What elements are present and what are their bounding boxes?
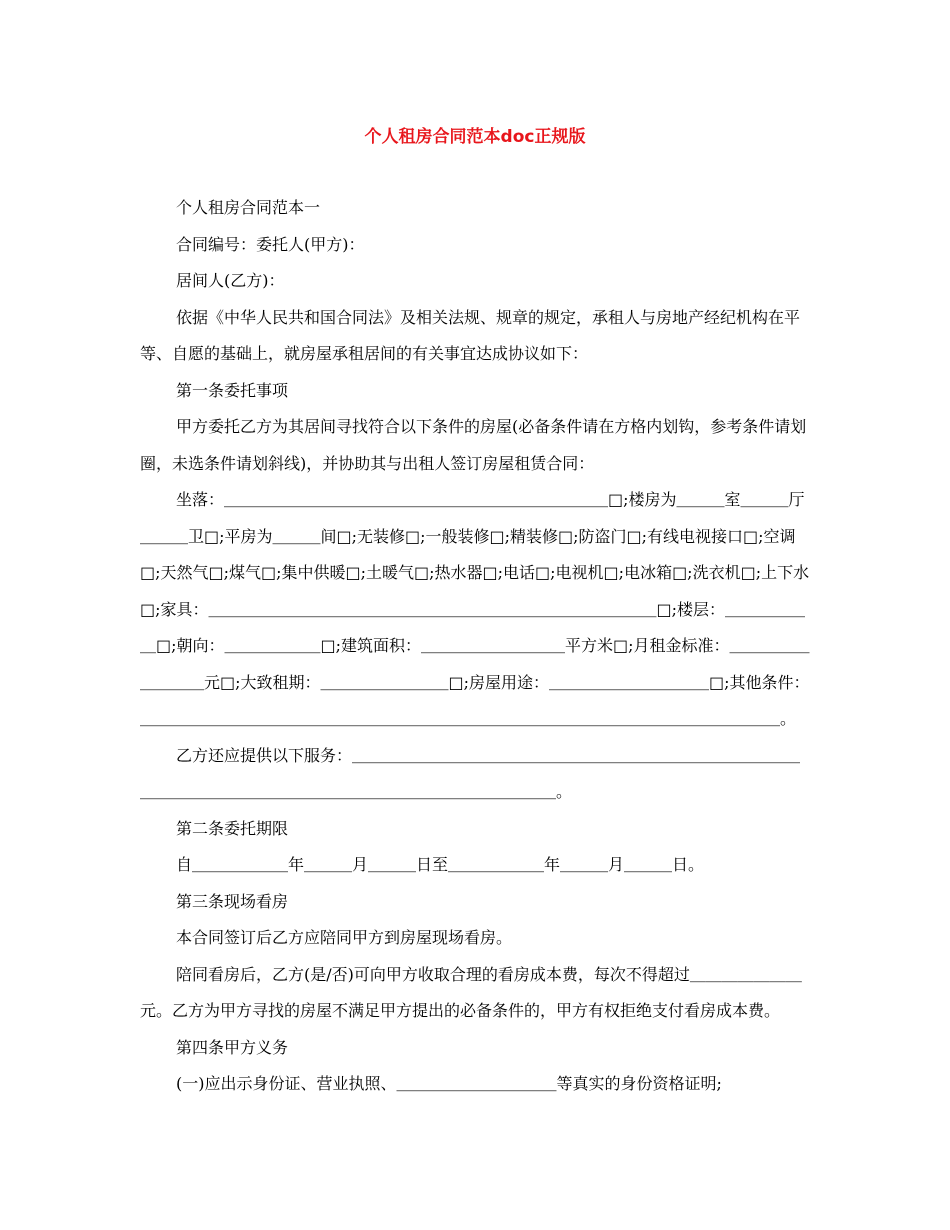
section-heading: 第三条现场看房 — [176, 891, 289, 911]
section-heading: 第二条委托期限 — [176, 818, 289, 838]
paragraph: 乙方还应提供以下服务：＿＿＿＿＿＿＿＿＿＿＿＿＿＿＿＿＿＿＿＿＿＿＿＿＿＿＿＿＿＿＿＿＿＿＿＿＿＿＿＿＿＿＿＿＿＿＿＿＿＿＿＿＿＿。 — [140, 745, 801, 801]
paragraph: 本合同签订后乙方应陪同甲方到房屋现场看房。 — [176, 928, 513, 947]
paragraph: 甲方委托乙方为其居间寻找符合以下条件的房屋(必备条件请在方格内划钩，参考条件请划圈，未选条件请划斜线)，并协助其与出租人签订房屋租赁合同： — [140, 417, 807, 473]
paragraph: 合同编号：委托人(甲方)： — [176, 234, 365, 254]
section-heading: 第一条委托事项 — [176, 380, 289, 400]
paragraph: (一)应出示身份证、营业执照、＿＿＿＿＿＿＿＿＿＿等真实的身份资格证明; — [176, 1074, 722, 1093]
paragraph: 自＿＿＿＿＿＿年＿＿＿月＿＿＿日至＿＿＿＿＿＿年＿＿＿月＿＿＿日。 — [176, 855, 705, 874]
paragraph: 坐落：＿＿＿＿＿＿＿＿＿＿＿＿＿＿＿＿＿＿＿＿＿＿＿＿□;楼房为＿＿＿室＿＿＿厅＿＿＿卫□;平房为＿＿＿间□;无装修□;一般装修□;精装修□;防盗门□;有线电视接口□;空调□;天然气□;煤气□;集中供暖□;土暖气□;热水器□;电话□;电视机□;电冰箱□;洗衣机□;上下水□;家具：＿＿＿＿＿＿＿＿＿＿＿＿＿＿＿＿＿＿＿＿＿＿＿＿＿＿＿＿□;楼层：＿＿＿＿＿＿□;朝向：＿＿＿＿＿＿□;建筑面积：＿＿＿＿＿＿＿＿＿平方米□;月租金标准：＿＿＿＿＿＿＿＿＿元□;大致租期：＿＿＿＿＿＿＿＿□;房屋用途：＿＿＿＿＿＿＿＿＿＿□;其他条件：＿＿＿＿＿＿＿＿＿＿＿＿＿＿＿＿＿＿＿＿＿＿＿＿＿＿＿＿＿＿＿＿＿＿＿＿＿＿＿＿。 — [140, 490, 810, 728]
paragraph: 个人租房合同范本一 — [176, 198, 321, 217]
paragraph: 居间人(乙方)： — [176, 271, 285, 290]
document-body — [140, 190, 812, 1103]
paragraph: 依据《中华人民共和国合同法》及相关法规、规章的规定，承租人与房地产经纪机构在平等、自愿的基础上，就房屋承租居间的有关事宜达成协议如下： — [140, 307, 801, 363]
paragraph: 陪同看房后，乙方(是/否)可向甲方收取合理的看房成本费，每次不得超过＿＿＿＿＿＿＿元。乙方为甲方寻找的房屋不满足甲方提出的必备条件的，甲方有权拒绝支付看房成本费。 — [140, 964, 802, 1020]
section-heading: 第四条甲方义务 — [176, 1037, 289, 1057]
document-title: 个人租房合同范本doc正规版 — [364, 127, 586, 147]
